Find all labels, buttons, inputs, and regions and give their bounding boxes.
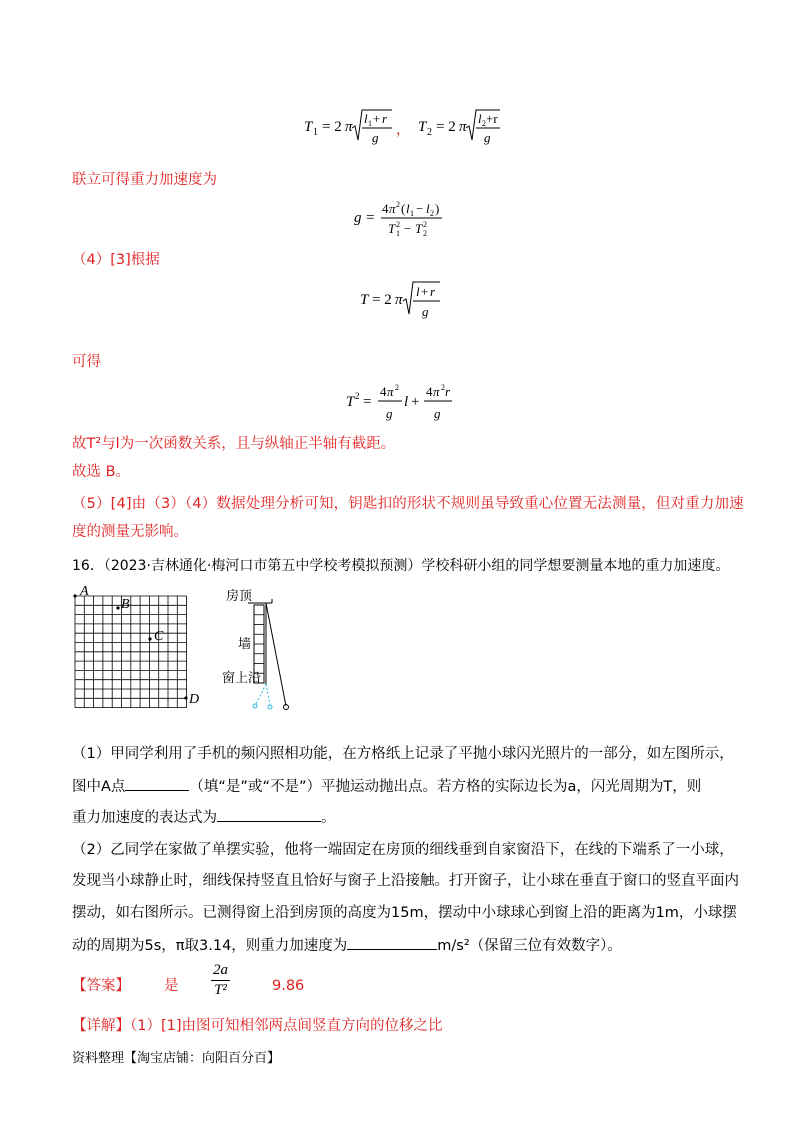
svg-text:2: 2 bbox=[396, 220, 400, 229]
label-a: A bbox=[80, 584, 89, 599]
detail-line: 【详解】（1）[1]由图可知相邻两点间竖直方向的位移之比 bbox=[72, 1018, 443, 1034]
pendulum-string bbox=[266, 603, 286, 706]
svg-text:T: T bbox=[346, 394, 355, 410]
part2-line4-pre: 动的周期为5s，π取3.14，则重力加速度为 bbox=[72, 938, 348, 954]
svg-text:l: l bbox=[416, 284, 420, 299]
svg-text:g: g bbox=[422, 304, 429, 319]
svg-text:): ) bbox=[435, 201, 440, 216]
svg-text:2: 2 bbox=[423, 229, 427, 238]
svg-text:T: T bbox=[418, 119, 427, 135]
svg-text:1: 1 bbox=[368, 119, 372, 128]
formula-t1-t2 bbox=[300, 104, 500, 148]
answer-label: 【答案】 bbox=[72, 978, 130, 994]
svg-text:g: g bbox=[434, 406, 441, 421]
svg-text:，: ， bbox=[396, 123, 410, 138]
answer-2-numerator: 2a bbox=[213, 962, 228, 978]
svg-text:T: T bbox=[388, 221, 396, 236]
question16-stem: 16．（2023·吉林通化·梅河口市第五中学校考模拟预测）学校科研小组的同学想要测量本地的重力加速度。 bbox=[72, 558, 730, 574]
formula-g bbox=[352, 196, 472, 244]
svg-text:r: r bbox=[445, 384, 451, 399]
label-b: B bbox=[121, 597, 130, 612]
part2-line4-unit: m/s² bbox=[437, 938, 470, 954]
svg-text:= 2: = 2 bbox=[322, 119, 342, 135]
svg-text:−: − bbox=[416, 201, 424, 216]
figure-pendulum-svg bbox=[218, 586, 308, 714]
dashed-ball-right bbox=[268, 705, 272, 709]
svg-text:2: 2 bbox=[355, 391, 360, 401]
svg-text:−: − bbox=[404, 221, 412, 236]
svg-text:+: + bbox=[421, 284, 429, 299]
svg-text:l: l bbox=[478, 111, 482, 126]
svg-text:2: 2 bbox=[423, 220, 427, 229]
solution-line4: 故T²与l为一次函数关系，且与纵轴正半轴有截距。 bbox=[72, 436, 396, 452]
svg-text:1: 1 bbox=[396, 229, 400, 238]
label-window: 窗上沿 bbox=[222, 671, 262, 686]
svg-text:π: π bbox=[459, 119, 467, 135]
svg-text:2: 2 bbox=[430, 209, 434, 218]
svg-text:l: l bbox=[364, 111, 368, 126]
formula-t-squared bbox=[344, 378, 464, 428]
label-wall: 墙 bbox=[238, 637, 252, 652]
svg-text:g: g bbox=[354, 210, 362, 226]
svg-text:l: l bbox=[426, 201, 430, 216]
answer-2-denominator: T² bbox=[211, 980, 230, 999]
svg-text:π: π bbox=[389, 201, 396, 216]
dashed-string-left bbox=[256, 684, 266, 704]
svg-text:1: 1 bbox=[313, 127, 318, 138]
point-a bbox=[73, 594, 76, 597]
svg-text:+: + bbox=[373, 111, 381, 126]
formula-g-svg bbox=[352, 196, 472, 240]
svg-text:π: π bbox=[345, 119, 353, 135]
part1-line2-pre: 图中A点 bbox=[72, 779, 126, 795]
answer-blank-3[interactable] bbox=[347, 935, 437, 950]
grid-lines bbox=[75, 596, 187, 708]
point-b bbox=[116, 606, 119, 609]
solution-line1: 联立可得重力加速度为 bbox=[72, 172, 217, 188]
figure-pendulum bbox=[218, 586, 308, 714]
svg-text:= 2: = 2 bbox=[436, 119, 456, 135]
solution-line7: 度的测量无影响。 bbox=[72, 524, 188, 540]
answer-2-fraction bbox=[210, 962, 231, 999]
svg-text:2: 2 bbox=[482, 119, 486, 128]
formula-t1-t2-svg bbox=[300, 104, 500, 148]
answer-1: 是 bbox=[164, 978, 179, 994]
part1-line3-end: 。 bbox=[321, 810, 336, 826]
svg-text:4: 4 bbox=[426, 384, 433, 399]
svg-text:g: g bbox=[386, 406, 393, 421]
svg-text:4: 4 bbox=[380, 384, 387, 399]
svg-text:4: 4 bbox=[382, 201, 389, 216]
svg-text:+: + bbox=[411, 394, 420, 410]
solution-line6: （5）[4]由（3）（4）数据处理分析可知，钥匙扣的形状不规则虽导致重心位置无法测量，但对重力加速 bbox=[72, 496, 744, 512]
formula-t bbox=[358, 276, 448, 326]
part1-line2 bbox=[72, 776, 701, 797]
part2-line2: 发现当小球静止时，细线保持竖直且恰好与窗子上沿接触。打开窗子，让小球在垂直于窗口的竖直平面内 bbox=[72, 873, 739, 889]
svg-text:r: r bbox=[382, 111, 388, 126]
solution-line5: 故选 B。 bbox=[72, 464, 131, 480]
dashed-string-right bbox=[266, 684, 270, 705]
svg-text:l: l bbox=[406, 201, 410, 216]
part1-line3 bbox=[72, 807, 336, 828]
svg-text:1: 1 bbox=[410, 209, 414, 218]
svg-text:T: T bbox=[415, 221, 423, 236]
svg-text:l: l bbox=[404, 394, 409, 410]
svg-text:=: = bbox=[363, 394, 372, 410]
svg-text:=: = bbox=[366, 210, 375, 226]
part1-line3-text: 重力加速度的表达式为 bbox=[72, 810, 217, 826]
figure-grid bbox=[66, 586, 206, 710]
svg-text:r: r bbox=[430, 284, 436, 299]
label-c: C bbox=[154, 629, 164, 644]
figure-grid-svg bbox=[66, 586, 206, 710]
part2-line4-post: （保留三位有效数字）。 bbox=[469, 938, 622, 954]
wall-lines bbox=[254, 615, 264, 674]
dashed-ball-left bbox=[253, 704, 257, 708]
svg-text:(: ( bbox=[401, 201, 406, 216]
svg-text:T: T bbox=[304, 119, 313, 135]
svg-text:+r: +r bbox=[486, 111, 498, 126]
svg-text:g: g bbox=[372, 130, 379, 145]
svg-text:π: π bbox=[387, 384, 394, 399]
point-c bbox=[148, 637, 151, 640]
svg-text:= 2: = 2 bbox=[372, 292, 392, 308]
svg-text:2: 2 bbox=[441, 383, 445, 392]
svg-text:π: π bbox=[433, 384, 440, 399]
footer-text: 资料整理【淘宝店铺：向阳百分百】 bbox=[72, 1051, 281, 1066]
answer-blank-2[interactable] bbox=[217, 807, 321, 822]
answer-blank-1[interactable] bbox=[125, 776, 189, 791]
part2-line3: 摆动，如右图所示。已测得窗上沿到房顶的高度为15m，摆动中小球球心到窗上沿的距离为1m，小球摆 bbox=[72, 905, 737, 921]
formula-t-svg bbox=[358, 276, 448, 322]
part1-line2-post: （填“是”或“不是”）平抛运动抛出点。若方格的实际边长为a，闪光周期为T，则 bbox=[189, 779, 702, 795]
part2-line1: （2）乙同学在家做了单摆实验，他将一端固定在房顶的细线垂到自家窗沿下，在线的下端系了一小球， bbox=[72, 842, 734, 858]
point-d bbox=[184, 696, 187, 699]
formula-t-squared-svg bbox=[344, 378, 464, 424]
answer-3: 9.86 bbox=[272, 978, 305, 994]
solution-line2: （4）[3]根据 bbox=[72, 252, 160, 268]
solution-line3: 可得 bbox=[72, 354, 101, 370]
svg-text:2: 2 bbox=[427, 127, 432, 138]
label-d: D bbox=[189, 692, 200, 707]
svg-text:T: T bbox=[360, 292, 369, 308]
svg-text:g: g bbox=[484, 130, 491, 145]
svg-text:2: 2 bbox=[396, 200, 400, 209]
part2-line4 bbox=[72, 935, 622, 956]
svg-text:2: 2 bbox=[395, 383, 399, 392]
part1-line1: （1）甲同学利用了手机的频闪照相功能，在方格纸上记录了平抛小球闪光照片的一部分，如左图所示， bbox=[72, 746, 734, 762]
label-roof: 房顶 bbox=[226, 589, 253, 604]
svg-text:π: π bbox=[395, 292, 403, 308]
